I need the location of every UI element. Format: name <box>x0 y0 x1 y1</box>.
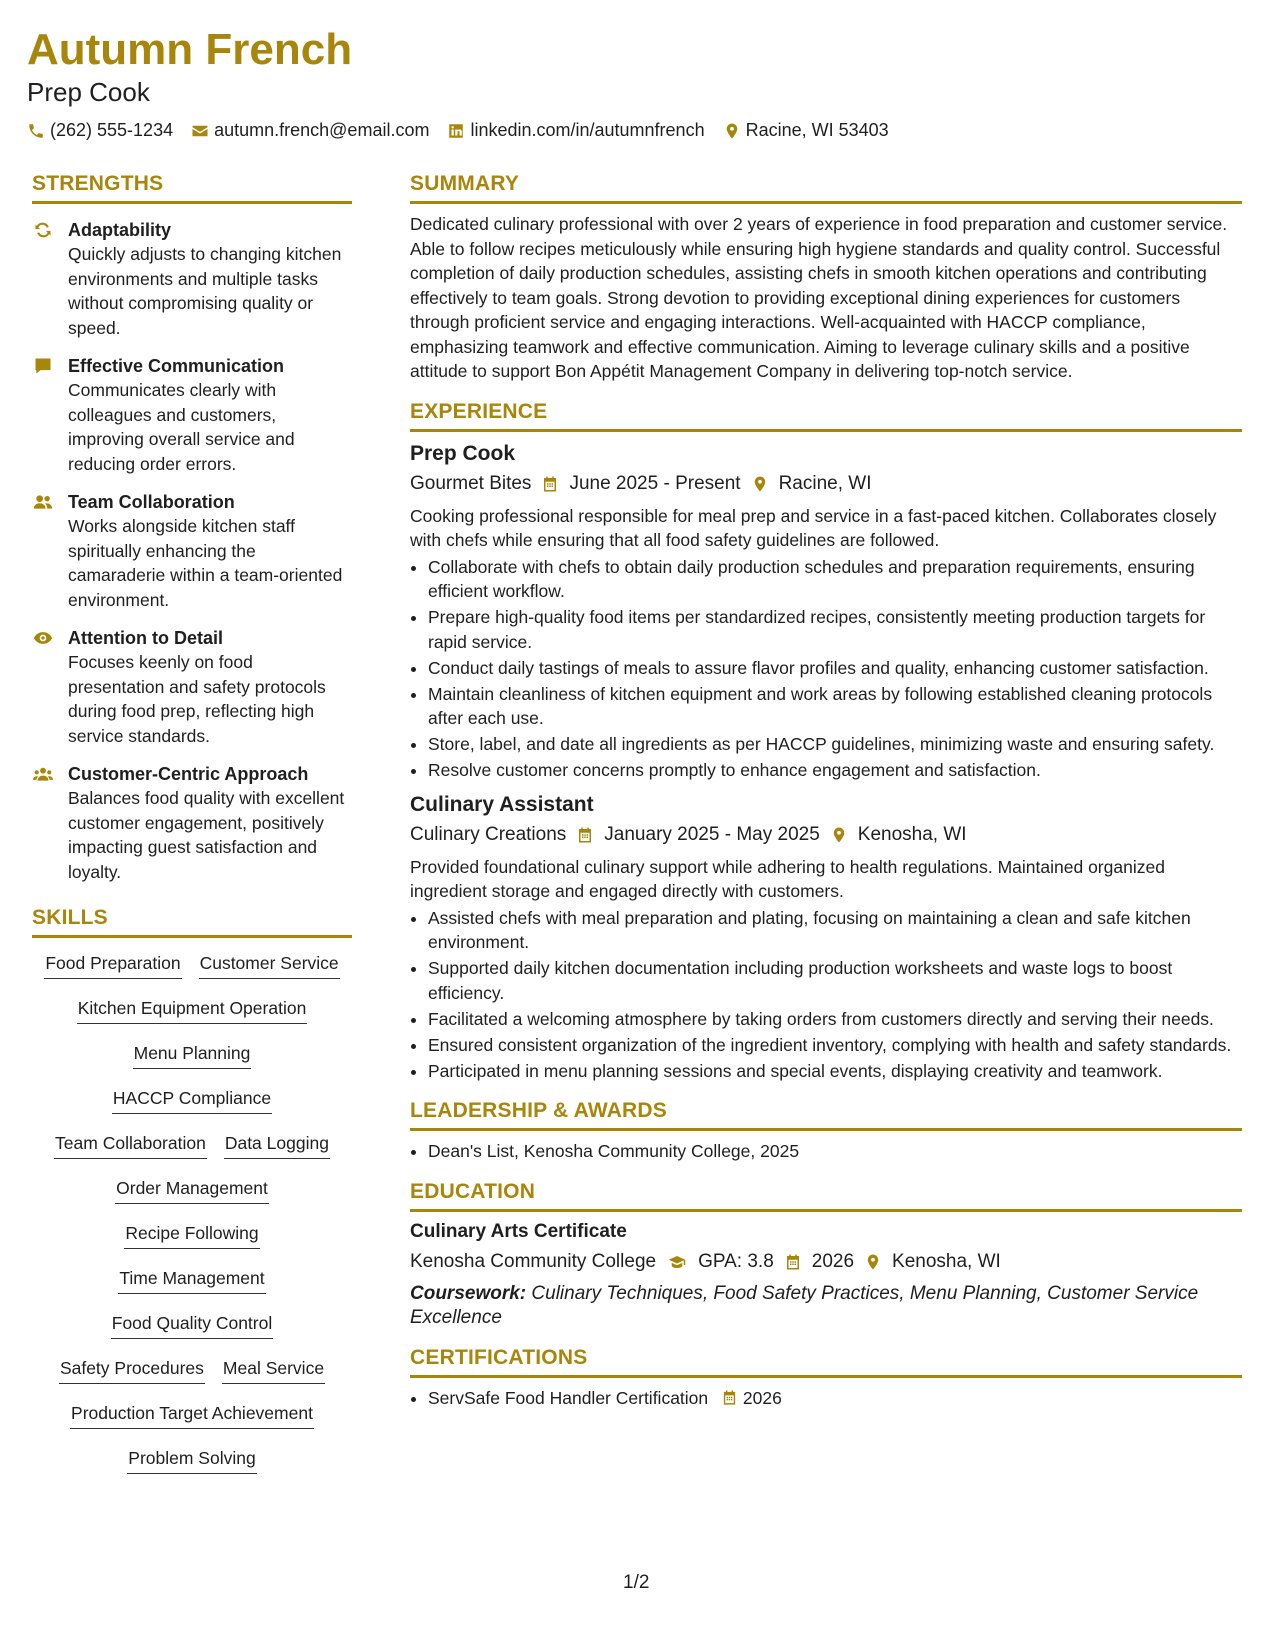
education-entry <box>410 1218 1242 1330</box>
leadership-list <box>410 1139 1242 1164</box>
list-item: • Ensured consistent organization of the ingredient inventory, complying with health and safety standards. <box>428 1033 1242 1058</box>
skill-row <box>32 950 352 995</box>
map-marker-icon <box>723 122 741 140</box>
location-text: Racine, WI 53403 <box>745 120 889 140</box>
calendar-icon <box>576 826 594 844</box>
strength-title: Team Collaboration <box>68 492 235 512</box>
strength-item <box>32 626 352 748</box>
skill-tag: Food Preparation <box>44 950 181 979</box>
contact-phone <box>27 120 173 141</box>
skill-tag: Menu Planning <box>133 1040 252 1069</box>
list-item: • Assisted chefs with meal preparation and plating, focusing on maintaining a clean and safe kitchen environment. <box>428 906 1242 955</box>
candidate-name: Autumn French <box>27 25 353 74</box>
skill-tag: Safety Procedures <box>59 1355 205 1384</box>
skills-heading: SKILLS <box>32 906 352 938</box>
job-entry <box>410 791 1242 1084</box>
skill-row <box>32 995 352 1040</box>
map-marker-icon <box>830 826 848 844</box>
skill-tag: Meal Service <box>222 1355 325 1384</box>
skill-tag: Food Quality Control <box>111 1310 274 1339</box>
certifications-list <box>410 1386 1242 1411</box>
job-entry <box>410 440 1242 783</box>
job-location: Racine, WI <box>778 472 872 494</box>
skill-row <box>32 1310 352 1355</box>
skill-row <box>32 1085 352 1130</box>
strength-title: Adaptability <box>68 220 172 240</box>
certification-name: ServSafe Food Handler Certification <box>428 1387 709 1408</box>
coursework-label: Coursework: <box>410 1282 527 1304</box>
school-name: Kenosha Community College <box>410 1250 657 1272</box>
left-column <box>32 172 352 1490</box>
linkedin-link[interactable]: linkedin.com/in/autumnfrench <box>470 120 705 140</box>
job-bullets <box>410 906 1242 1084</box>
sync-icon <box>32 220 54 240</box>
strength-desc: Communicates clearly with colleagues and customers, improving overall service and reducing order errors. <box>68 380 295 474</box>
strength-title: Attention to Detail <box>68 628 223 648</box>
right-column <box>410 172 1242 1412</box>
skill-row <box>32 1400 352 1445</box>
strength-title: Effective Communication <box>68 356 285 376</box>
list-item: • Dean's List, Kenosha Community College, 2025 <box>428 1139 1242 1164</box>
leadership-heading: LEADERSHIP & AWARDS <box>410 1099 1242 1131</box>
strength-item <box>32 490 352 612</box>
list-item: • Collaborate with chefs to obtain daily production schedules and preparation requirements, ensuring efficient workflow. <box>428 555 1242 604</box>
list-item: • Prepare high-quality food items per standardized recipes, consistently meeting production targets for rapid service. <box>428 605 1242 654</box>
skill-tag: Data Logging <box>224 1130 330 1159</box>
job-location: Kenosha, WI <box>857 823 967 845</box>
strength-desc: Focuses keenly on food presentation and safety protocols during food prep, reflecting high service standards. <box>68 652 326 746</box>
list-item: • Participated in menu planning sessions and special events, displaying creativity and teamwork. <box>428 1059 1242 1084</box>
skill-row <box>32 1265 352 1310</box>
strength-desc: Works alongside kitchen staff spiritually enhancing the camaraderie within a team-oriented environment. <box>68 516 343 610</box>
skill-row <box>32 1355 352 1400</box>
job-dates: June 2025 - Present <box>569 472 741 494</box>
job-bullets <box>410 555 1242 783</box>
skill-tag: Time Management <box>118 1265 265 1294</box>
experience-heading: EXPERIENCE <box>410 400 1242 432</box>
certification-year: 2026 <box>742 1387 782 1408</box>
phone-icon <box>27 122 45 140</box>
strength-item <box>32 218 352 340</box>
email-link[interactable]: autumn.french@email.com <box>214 120 430 140</box>
job-company: Gourmet Bites <box>410 472 532 494</box>
candidate-role: Prep Cook <box>27 77 150 107</box>
contact-email[interactable] <box>191 120 429 141</box>
list-item: • Supported daily kitchen documentation including production worksheets and waste logs to boost efficiency. <box>428 956 1242 1005</box>
skill-tag: Recipe Following <box>124 1220 259 1249</box>
calendar-icon <box>541 475 559 493</box>
contact-linkedin[interactable] <box>447 120 704 141</box>
strength-item <box>32 354 352 476</box>
envelope-icon <box>191 122 209 140</box>
job-description: Cooking professional responsible for meal prep and service in a fast-paced kitchen. Collaborates closely with chefs while ensuring that all food safety guidelines are followed. <box>410 505 1217 550</box>
strength-desc: Quickly adjusts to changing kitchen environments and multiple tasks without compromising quality or speed. <box>68 244 342 338</box>
skill-row <box>32 1130 352 1175</box>
summary-text: Dedicated culinary professional with over 2 years of experience in food preparation and customer service. Able to follow recipes meticulously while ensuring high hygiene standards and quality control. Successful completion of daily production schedules, assisting chefs in smooth kitchen operations and contributing effectively to team goals. Strong devotion to providing exceptional dining experiences for customers through proficient service and engaging interactions. Well-acquainted with HACCP compliance, emphasizing teamwork and effective communication. Aiming to leverage culinary skills and a positive attitude to support Bon Appétit Management Company in delivering top-notch service. <box>410 214 1228 381</box>
resume-header <box>27 24 889 141</box>
job-dates: January 2025 - May 2025 <box>604 823 820 845</box>
skill-row <box>32 1175 352 1220</box>
degree-title: Culinary Arts Certificate <box>410 1220 627 1242</box>
job-title: Culinary Assistant <box>410 792 594 816</box>
skill-row <box>32 1220 352 1265</box>
gpa-text: GPA: 3.8 <box>698 1250 774 1272</box>
phone-text: (262) 555-1234 <box>50 120 174 140</box>
summary-heading: SUMMARY <box>410 172 1242 204</box>
strengths-heading: STRENGTHS <box>32 172 352 204</box>
job-meta <box>410 821 1242 849</box>
coursework-text: Culinary Techniques, Food Safety Practices, Menu Planning, Customer Service Excellence <box>410 1282 1199 1328</box>
users-icon <box>32 764 54 784</box>
calendar-icon <box>721 1389 738 1406</box>
list-item: • Facilitated a welcoming atmosphere by taking orders from customers directly and serving their needs. <box>428 1007 1242 1032</box>
job-meta <box>410 470 1242 498</box>
list-item: • Resolve customer concerns promptly to enhance engagement and satisfaction. <box>428 758 1242 783</box>
job-company: Culinary Creations <box>410 823 567 845</box>
calendar-icon <box>784 1253 802 1271</box>
list-item <box>428 1386 1242 1411</box>
education-meta <box>410 1248 1242 1276</box>
list-item: • Conduct daily tastings of meals to assure flavor profiles and quality, enhancing customer satisfaction. <box>428 656 1242 681</box>
strength-desc: Balances food quality with excellent customer engagement, positively impacting guest satisfaction and loyalty. <box>68 788 345 882</box>
education-year: 2026 <box>811 1250 855 1272</box>
skill-tag: Team Collaboration <box>54 1130 207 1159</box>
map-marker-icon <box>864 1253 882 1271</box>
skill-tag: Production Target Achievement <box>70 1400 314 1429</box>
education-location: Kenosha, WI <box>892 1250 1001 1272</box>
user-friends-icon <box>32 492 54 512</box>
job-title: Prep Cook <box>410 441 516 465</box>
coursework <box>410 1282 1242 1330</box>
contact-bar <box>27 120 889 141</box>
contact-location <box>723 120 889 141</box>
graduation-cap-icon <box>666 1253 688 1271</box>
strength-title: Customer-Centric Approach <box>68 764 309 784</box>
skill-tag: Order Management <box>115 1175 269 1204</box>
comment-icon <box>32 356 54 376</box>
list-item: • Store, label, and date all ingredients as per HACCP guidelines, minimizing waste and ensuring safety. <box>428 732 1242 757</box>
skill-row <box>32 1445 352 1490</box>
skill-tag: Kitchen Equipment Operation <box>77 995 308 1024</box>
skill-tag: Problem Solving <box>127 1445 256 1474</box>
linkedin-icon <box>447 122 465 140</box>
eye-icon <box>32 628 54 648</box>
skill-tag: HACCP Compliance <box>112 1085 272 1114</box>
education-heading: EDUCATION <box>410 1180 1242 1212</box>
certifications-heading: CERTIFICATIONS <box>410 1346 1242 1378</box>
skills-list <box>32 950 352 1490</box>
job-description: Provided foundational culinary support while adhering to health regulations. Maintained organized ingredient storage and engaged directly with customers. <box>410 856 1165 901</box>
strength-item <box>32 762 352 884</box>
skill-tag: Customer Service <box>199 950 340 979</box>
map-marker-icon <box>751 475 769 493</box>
list-item: • Maintain cleanliness of kitchen equipment and work areas by following established cleaning protocols after each use. <box>428 682 1242 731</box>
skill-row <box>32 1040 352 1085</box>
page-number: 1/2 <box>623 1572 650 1593</box>
